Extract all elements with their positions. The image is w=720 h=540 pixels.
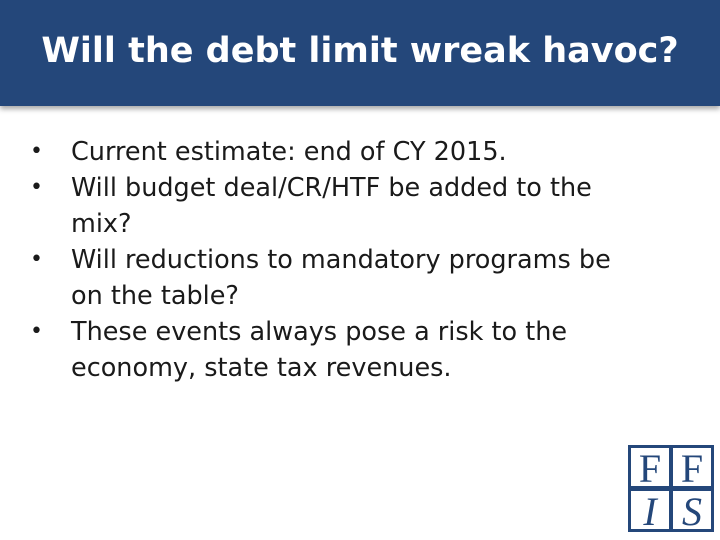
bullet-marker: •	[30, 175, 43, 200]
logo-letter: F	[680, 446, 704, 491]
bullet-marker: •	[30, 139, 43, 164]
bullet-marker: •	[30, 319, 43, 344]
logo-letter: S	[682, 489, 702, 532]
title-banner	[0, 0, 720, 106]
bullet-text: Will reductions to mandatory programs be on the table?	[71, 245, 611, 311]
ffis-logo	[628, 445, 714, 532]
bullet-item	[30, 242, 630, 314]
bullet-item	[30, 134, 630, 170]
logo-letter: F	[638, 446, 662, 491]
bullet-item	[30, 314, 630, 386]
logo-letter: I	[643, 489, 657, 532]
bullet-marker: •	[30, 247, 43, 272]
bullet-item	[30, 170, 630, 242]
bullet-list	[30, 134, 630, 386]
bullet-text: Will budget deal/CR/HTF be added to the mix?	[71, 173, 592, 239]
bullet-text: These events always pose a risk to the economy, state tax revenues.	[71, 317, 568, 383]
bullet-text: Current estimate: end of CY 2015.	[71, 137, 507, 167]
slide-title: Will the debt limit wreak havoc?	[41, 31, 679, 71]
